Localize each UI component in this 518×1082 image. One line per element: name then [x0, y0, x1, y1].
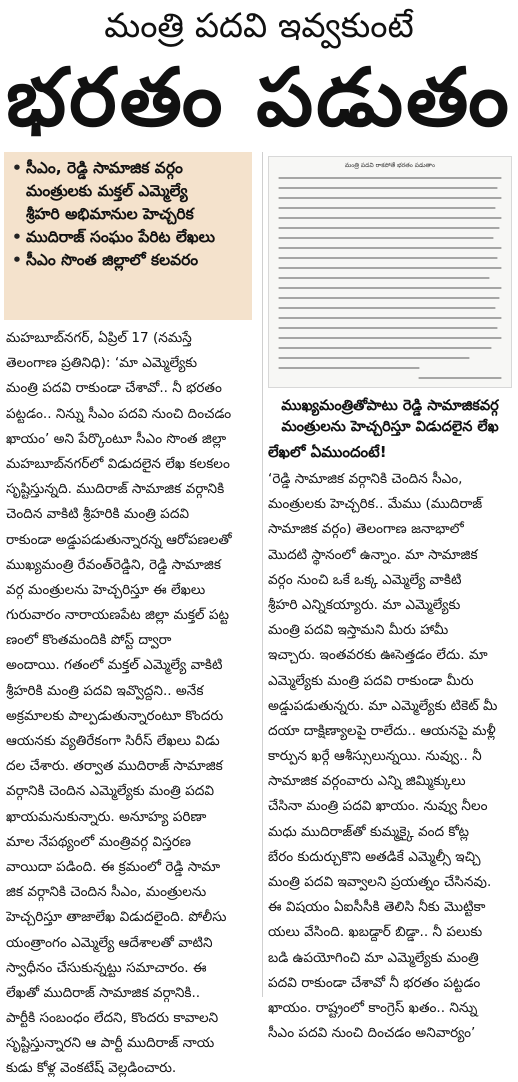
highlight-item	[12, 249, 246, 272]
body-line: మంత్రి పదవి రాకుండా చేశావో.. నీ భరతం	[6, 380, 222, 397]
body-line: ణంలో కొంతమందికి పోస్ట్ ద్వారా	[6, 632, 172, 649]
body-line: ‘రెడ్డి సామాజిక వర్గానికి చెందిన సీఎం,	[268, 471, 463, 487]
body-line: సృష్టిస్తున్నారని ఆ పార్టీ ముదిరాజ్ నాయ	[6, 1035, 215, 1052]
body-line: హెచ్చరిస్తూ తాజాలేఖ విడుదలైంది. పోలీసు	[6, 909, 227, 926]
body-line: తెలంగాణ ప్రతినిధి): ‘మా ఎమ్మెల్యేకు	[6, 355, 198, 372]
bullet-icon: •	[12, 159, 22, 177]
highlights-box	[4, 152, 252, 320]
body-line: మహబూబ్‌నగర్, ఏప్రిల్ 17 (నమస్తే	[6, 330, 192, 346]
body-line: అక్రమాలకు పాల్పడుతున్నారంటూ కొందరు	[6, 707, 224, 724]
body-line: వాయిదా పడింది. ఈ క్రమంలో రెడ్డి సామా	[6, 858, 221, 875]
body-line: చేసినా మంత్రి పదవి ఖాయం. నువ్వు నీలం	[268, 798, 488, 815]
body-line: ఎమ్మెల్యేకు మంత్రి పదవి రాకుండా మీరు	[268, 672, 474, 689]
body-line: ఆయనకు వ్యతిరేకంగా సిరీస్ లేఖలు విడు	[6, 733, 220, 749]
body-line: గురువారం నారాయణపేట జిల్లా మక్తల్ పట్ట	[6, 607, 230, 624]
body-line: మాల నేపథ్యంలో మంత్రివర్గ విస్తరణ	[6, 833, 191, 850]
body-line: యంత్రాంగం ఎమ్మెల్యే ఆదేశాలతో వాటిని	[6, 934, 213, 951]
body-line: చెందిన వాకిటి శ్రీహరికి మంత్రి పదవి	[6, 506, 190, 523]
body-line: వర్గం నుంచి ఒకే ఒక్క ఎమ్మెల్యే వాకిటి	[268, 571, 462, 588]
body-line: రాకుండా అడ్డుపడుతున్నారన్న ఆరోపణలతో	[6, 531, 232, 548]
body-line: మొదటి స్థానంలో ఉన్నాం. మా సామాజిక	[268, 546, 478, 563]
headline: భరతం పడుతం	[6, 51, 512, 144]
highlight-text: మంత్రులకు మక్తల్ ఎమ్మెల్యే	[26, 182, 188, 200]
body-line: వర్గ మంత్రులను హెచ్చరిస్తూ ఈ లేఖలు	[6, 581, 206, 598]
body-line: సామాజిక వర్గం) తెలంగాణ జనాభాలో	[268, 521, 464, 538]
body-line: లేఖతో ముదిరాజ్ సామాజిక వర్గానికి..	[6, 984, 201, 1001]
body-line: పదవి రాకుండా చేశావో నీ భరతం పట్టడం	[268, 974, 481, 991]
body-line: ఇచ్చారు. ఇంతవరకు ఊసెత్తడం లేదు. మా	[268, 647, 488, 664]
body-line: దయా దాక్షిణ్యాలపై రాలేదు.. ఆయనపై మళ్లీ	[268, 722, 496, 739]
body-line: బేరం కుదుర్చుకొని అతడికే ఎమ్మెల్సీ ఇచ్చి	[268, 848, 481, 865]
body-line: ఖాయమనుకున్నారు. అనూహ్య పరిణా	[6, 808, 207, 825]
body-line: ఖాయం. రాష్ట్రంలో కాంగ్రెస్ ఖతం.. నిన్ను	[268, 999, 478, 1016]
body-line: అడ్డుపడుతున్నరు. మా ఎమ్మెల్యేకు టికెట్ మీ	[268, 697, 498, 714]
body-line: ఈ విషయం ఏఐసీసీకి తెలిసి నీకు మొట్టికా	[268, 899, 486, 916]
body-line: సీఎం పదవి నుంచి దించడం అనివార్యం’	[268, 1025, 476, 1042]
letter-title: మంత్రి పదవి రాకపోతే భరతం పడుతాం	[344, 162, 436, 169]
body-line: ఖాయం’ అని పేర్కొంటూ సీఎం సొంత జిల్లా	[6, 430, 227, 447]
body-line: మంత్రి పదవి ఇవ్వాలని ప్రయత్నం చేసినవు.	[268, 874, 492, 890]
body-line: పట్టడం.. నిన్ను సీఎం పదవి నుంచి దించడం	[6, 405, 232, 422]
caption-line: ముఖ్యమంత్రితోపాటు రెడ్డి సామాజికవర్గ	[281, 398, 499, 414]
highlight-text: సీఎం, రెడ్డి సామాజిక వర్గం	[26, 159, 183, 177]
body-line: మంత్రులకు హెచ్చరిక.. మేము (ముదిరాజ్	[268, 496, 483, 513]
image-caption	[268, 396, 512, 438]
body-line: యలు వేసింది. ఖబడ్దార్ బిడ్డా.. నీ పలుకు	[268, 924, 483, 941]
body-line: శ్రీహరి ఎన్నికయ్యారు. మా ఎమ్మెల్యేకు	[268, 596, 461, 613]
highlight-text: సీఎం సొంత జిల్లాలో కలవరం	[26, 251, 199, 269]
highlight-item	[12, 226, 246, 249]
body-line: శ్రీహరికి మంత్రి పదవి ఇవ్వొద్దని.. అనేక	[6, 682, 204, 699]
highlight-text: ముదిరాజ్ సంఘం పేరిట లేఖలు	[26, 228, 215, 246]
body-line: మధు ముదిరాజ్‌తో కుమ్మక్కై వంద కోట్ల	[268, 823, 470, 840]
right-sub-heading: లేఖలో ఏముందంటే!	[268, 443, 387, 461]
highlight-item-continuation	[12, 180, 246, 203]
column-divider	[262, 152, 263, 997]
letter-handwriting-lines	[269, 170, 511, 386]
highlight-item	[12, 157, 246, 180]
letter-image	[268, 156, 512, 388]
body-line: అందాయి. గతంలో మక్తల్ ఎమ్మెల్యే వాకిటి	[6, 657, 223, 674]
body-line: వర్గానికి చెందిన ఎమ్మెల్యేకు మంత్రి పదవి	[6, 783, 215, 800]
body-line: సృష్టిస్తున్నది. ముదిరాజ్ సామాజిక వర్గానికి	[6, 481, 225, 498]
body-line: కార్పున ఖర్గే ఆశీస్సులున్నయి. నువ్వు.. నీ	[268, 748, 482, 765]
right-column	[268, 467, 514, 1046]
left-column	[6, 326, 258, 1082]
body-line: బడి ఉపయోగించి మా ఎమ్మెల్యేకు మంత్రి	[268, 949, 479, 966]
body-line: మహబూబ్‌నగర్‌లో విడుదలైన లేఖ కలకలం	[6, 455, 230, 472]
bullet-icon: •	[12, 228, 22, 246]
body-line: పార్టీకి సంబంధం లేదని, కొందరు కావాలని	[6, 1010, 219, 1027]
highlight-text: శ్రీహరి అభిమానుల హెచ్చరిక	[26, 205, 194, 223]
body-line: మంత్రి పదవి ఇస్తామని మీరు హామీ	[268, 622, 449, 639]
kicker: మంత్రి పదవి ఇవ్వకుంటే	[104, 6, 414, 46]
body-line: ముఖ్యమంత్రి రేవంత్‌రెడ్డిని, రెడ్డి సామాజిక	[6, 556, 221, 573]
body-line: కుడు కోళ్ల వెంకటేష్ వెల్లడించారు.	[6, 1060, 177, 1077]
body-line: స్వాధీనం చేసుకున్నట్టు సమాచారం. ఈ	[6, 959, 207, 976]
bullet-icon: •	[12, 251, 22, 269]
highlight-item-continuation	[12, 203, 246, 226]
body-line: దల చేశారు. తర్వాత ముదిరాజ్ సామాజిక	[6, 758, 223, 775]
body-line: జిక వర్గానికి చెందిన సీఎం, మంత్రులను	[6, 884, 207, 901]
caption-line: మంత్రులను హెచ్చరిస్తూ విడుదలైన లేఖ	[281, 419, 499, 435]
body-line: సామాజిక వర్గంవారు ఎన్ని జిమ్మిక్కులు	[268, 773, 466, 790]
